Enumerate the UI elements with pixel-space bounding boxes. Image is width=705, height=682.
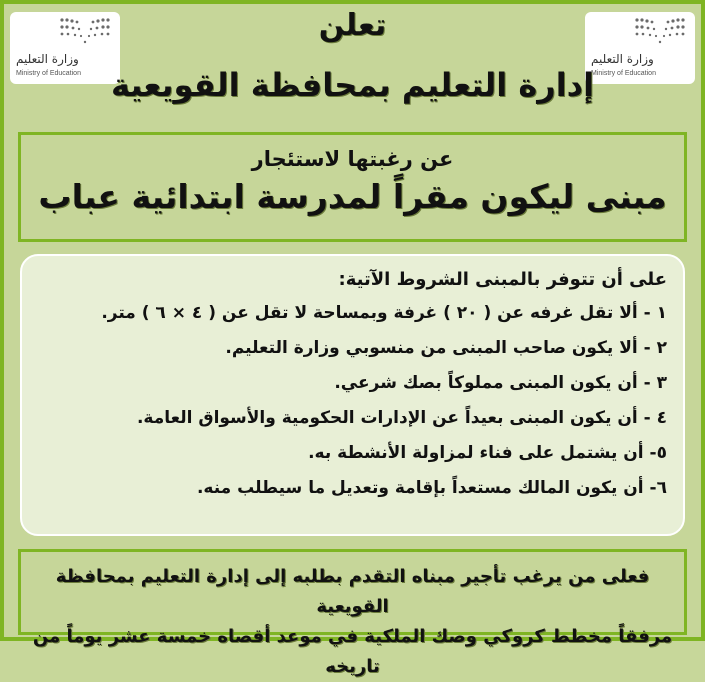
rent-subject-box (18, 132, 687, 242)
conditions-panel (20, 254, 685, 536)
logo-arabic-text: وزارة التعليم (16, 52, 79, 66)
logo-arabic-text: وزارة التعليم (591, 52, 654, 66)
rent-subject-text: مبنى ليكون مقراً لمدرسة ابتدائية عباب (38, 177, 667, 216)
condition-item: ١ - ألا تقل غرفه عن ( ٢٠ ) غرفة وبمساحة لا تقل عن ( ٤ × ٦ ) متر. (101, 303, 667, 323)
announces-heading: تعلن (318, 8, 387, 43)
logo-english-text: Ministry of Education (16, 70, 81, 77)
condition-item: ٤ - أن يكون المبنى بعيداً عن الإدارات الحكومية والأسواق العامة. (136, 408, 667, 428)
application-line-2: مرفقاً مخطط كروكي وصك الملكية في موعد أقصاه خمسة عشر يوماً من تاريخه (32, 626, 673, 677)
issuer-heading: إدارة التعليم بمحافظة القويعية (110, 66, 595, 104)
condition-item: ٣ - أن يكون المبنى مملوكاً بصك شرعي. (334, 373, 667, 393)
rent-desire-text: عن رغبتها لاستئجار (251, 147, 454, 171)
condition-item: ٦- أن يكون المالك مستعداً بإقامة وتعديل ما سيطلب منه. (196, 478, 667, 498)
application-instructions-box (18, 549, 687, 677)
condition-item: ٢ - ألا يكون صاحب المبنى من منسوبي وزارة التعليم. (225, 338, 667, 358)
conditions-intro: على أن تتوفر بالمبنى الشروط الآتية: (338, 269, 667, 290)
condition-item: ٥- أن يشتمل على فناء لمزاولة الأنشطة به. (308, 443, 667, 463)
application-line-1: فعلى من يرغب تأجير مبناه التقدم بطلبه إلى إدارة التعليم بمحافظة القويعية (55, 566, 650, 617)
logo-english-text: Ministry of Education (591, 70, 656, 77)
